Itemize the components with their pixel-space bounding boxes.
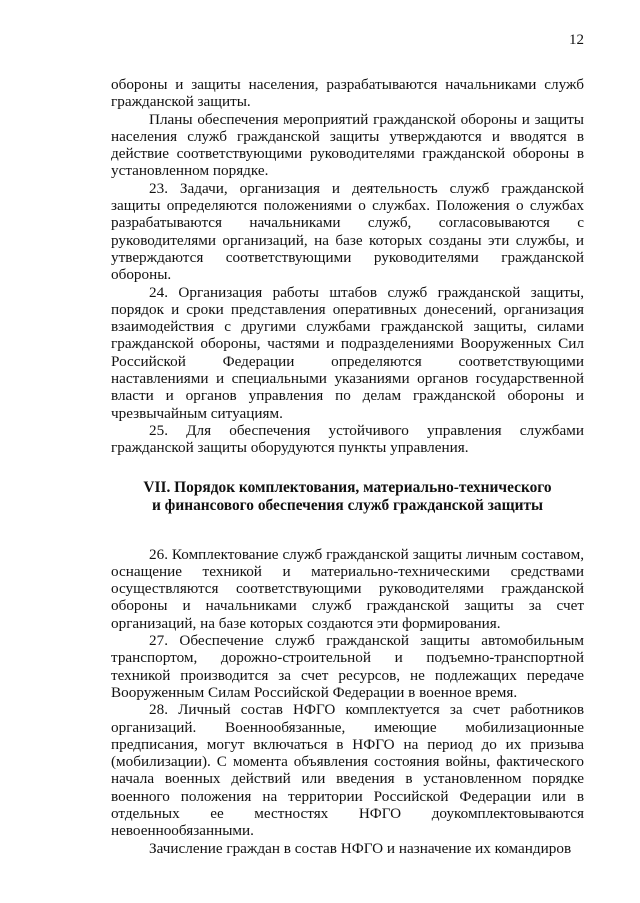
paragraph-enrollment: Зачисление граждан в состав НФГО и назначение их командиров <box>149 839 572 857</box>
paragraph-continuation: обороны и защиты населения, разрабатываются начальниками служб гражданской защиты. <box>111 76 584 111</box>
document-body <box>111 76 584 857</box>
section-heading-line-1: VII. Порядок комплектования, материально-технического <box>143 478 552 496</box>
paragraph-23: 23. Задачи, организация и деятельность служб гражданской защиты определяются положениями о службах. Положения о службах разрабатываются начальниками служб, согласовываются с руководителями организаций, на базе которых созданы эти службы, и утверждаются соответствующими руководителями гражданской обороны. <box>111 179 584 284</box>
section-heading <box>111 479 584 515</box>
paragraph-27: 27. Обеспечение служб гражданской защиты автомобильным транспортом, дорожно-строительной и подъемно-транспортной техникой производится за счет ресурсов, не подлежащих передаче Вооруженным Силам Российской Федерации в военное время. <box>111 632 584 701</box>
paragraph-28: 28. Личный состав НФГО комплектуется за счет работников организаций. Военнообязанные, имеющие мобилизационные предписания, могут включаться в НФГО на период до их призыва (мобилизации). С момента объявления состояния войны, фактического начала военных действий или введения в установленном порядке военного положения на территории Российской Федерации или в отдельных ее местностях НФГО доукомплектовываются невоеннообязанными. <box>111 701 584 840</box>
paragraph-25: 25. Для обеспечения устойчивого управления службами гражданской защиты оборудуются пункты управления. <box>111 421 584 457</box>
section-heading-line-2: и финансового обеспечения служб гражданской защиты <box>151 496 544 514</box>
page-number: 12 <box>569 32 584 48</box>
paragraph-plans: Планы обеспечения мероприятий гражданской обороны и защиты населения служб гражданской защиты утверждаются и вводятся в действие соответствующими руководителями гражданской обороны в установленном порядке. <box>111 110 584 180</box>
paragraph-24: 24. Организация работы штабов служб гражданской защиты, порядок и сроки представления оперативных донесений, организация взаимодействия с другими службами гражданской защиты, силами гражданской обороны, частями и подразделениями Вооруженных Сил Российской Федерации определяются соответствующими наставлениями и специальными указаниями органов государственной власти и органов управления по делам гражданской обороны и чрезвычайным ситуациям. <box>111 283 584 422</box>
paragraph-26: 26. Комплектование служб гражданской защиты личным составом, оснащение техникой и материально-техническими средствами осуществляются соответствующими руководителями гражданской обороны и начальниками служб гражданской защиты за счет организаций, на базе которых создаются эти формирования. <box>111 545 584 632</box>
